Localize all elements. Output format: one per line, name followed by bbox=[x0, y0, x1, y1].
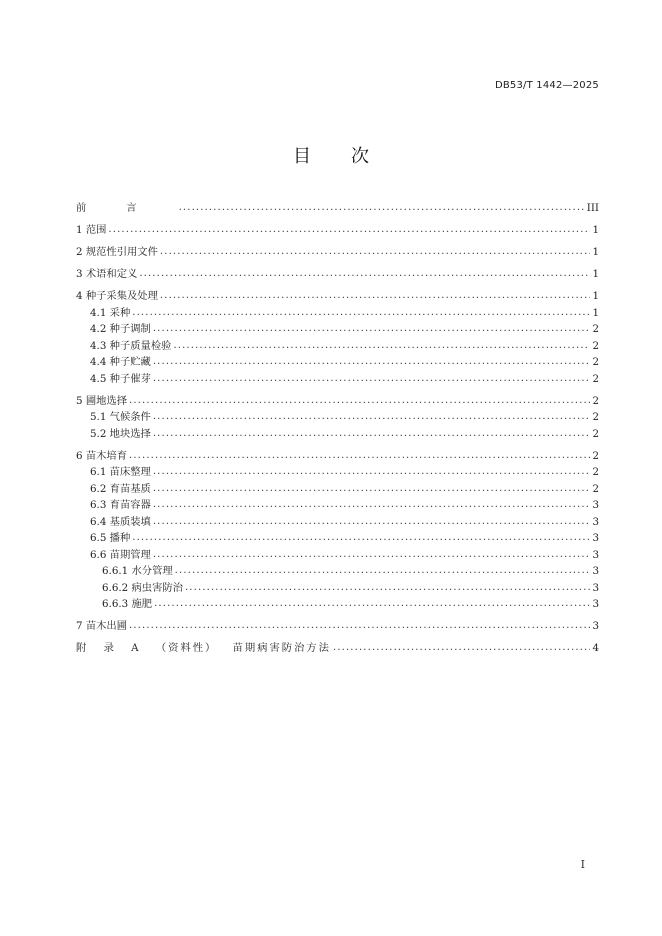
toc-entry-page: 2 bbox=[592, 411, 599, 423]
toc-entry-label: 播种 bbox=[109, 532, 131, 544]
toc-entry-page: 2 bbox=[592, 372, 599, 385]
toc-entry-number: 2 bbox=[76, 246, 86, 258]
toc-leader-dots bbox=[153, 321, 591, 338]
toc-leader-dots bbox=[129, 448, 590, 465]
toc-entry[interactable] bbox=[76, 266, 599, 283]
toc-entry-page: 2 bbox=[592, 427, 599, 440]
toc-entry-page: 2 bbox=[592, 394, 599, 407]
toc-entry[interactable] bbox=[76, 547, 599, 564]
toc-entry[interactable] bbox=[76, 464, 599, 481]
toc-entry-number: 1 bbox=[76, 224, 86, 236]
toc-entry-page: 2 bbox=[592, 339, 599, 352]
toc-entry[interactable] bbox=[76, 580, 599, 597]
toc-entry-number: 6.2 bbox=[90, 482, 110, 495]
toc-entry[interactable] bbox=[76, 371, 599, 388]
toc-leader-dots bbox=[154, 596, 590, 613]
toc-entry[interactable] bbox=[76, 338, 599, 355]
toc-leader-dots bbox=[153, 409, 591, 426]
toc-entry-label: 苗木出圃 bbox=[85, 620, 128, 632]
toc-entry[interactable] bbox=[76, 514, 599, 531]
toc-entry-page: 4 bbox=[592, 642, 599, 654]
toc-leader-dots bbox=[129, 618, 590, 635]
toc-leader-dots bbox=[153, 426, 591, 443]
toc-entry-label: 气候条件 bbox=[109, 411, 151, 423]
toc-entry-label: 规范性引用文件 bbox=[85, 246, 158, 258]
toc-entry-page: 3 bbox=[592, 548, 599, 561]
toc-entry-number: 6.6.2 bbox=[102, 581, 132, 594]
toc-entry-page: 3 bbox=[592, 620, 599, 632]
toc-entry-label: 病虫害防治 bbox=[131, 581, 183, 594]
toc-entry[interactable] bbox=[76, 288, 599, 305]
toc-leader-dots bbox=[175, 563, 591, 580]
toc-entry-label: 种子调制 bbox=[109, 323, 151, 335]
document-code: DB53/T 1442—2025 bbox=[494, 80, 599, 91]
toc-leader-dots bbox=[153, 354, 591, 371]
toc-entry-page: 3 bbox=[592, 515, 599, 528]
toc-entry-number: 6 bbox=[76, 449, 86, 462]
toc-leader-dots bbox=[160, 244, 591, 261]
toc-entry-page: 1 bbox=[592, 224, 599, 236]
toc-entry-page: 2 bbox=[592, 482, 599, 495]
toc-entry-label: 附 录 A （资料性） 苗期病害防治方法 bbox=[76, 642, 331, 654]
toc-entry[interactable] bbox=[76, 481, 599, 498]
toc-entry-page: III bbox=[586, 202, 599, 214]
toc-entry-number: 6.1 bbox=[90, 466, 110, 478]
toc-entry-label: 范围 bbox=[85, 224, 107, 236]
toc-entry-page: 1 bbox=[592, 306, 599, 319]
toc-entry-label: 育苗基质 bbox=[109, 482, 151, 495]
toc-entry-label: 种子质量检验 bbox=[109, 339, 172, 352]
toc-entry-label: 地块选择 bbox=[109, 427, 151, 440]
toc-entry-number: 4.2 bbox=[90, 323, 110, 335]
toc-entry[interactable] bbox=[76, 448, 599, 465]
toc-entry-number: 4.1 bbox=[90, 306, 110, 319]
toc-entry[interactable] bbox=[76, 618, 599, 635]
toc-entry-number: 6.6.1 bbox=[102, 565, 132, 577]
toc-entry[interactable] bbox=[76, 640, 599, 657]
page-title-char-2: 次 bbox=[351, 146, 369, 167]
toc-entry-label: 种子贮藏 bbox=[109, 356, 151, 368]
toc-entry-page: 2 bbox=[592, 323, 599, 335]
toc-entry[interactable] bbox=[76, 563, 599, 580]
table-of-contents bbox=[76, 200, 599, 657]
toc-entry[interactable] bbox=[76, 409, 599, 426]
toc-entry-label: 育苗容器 bbox=[109, 499, 151, 511]
toc-entry-page: 2 bbox=[592, 449, 599, 462]
toc-entry-number: 4.3 bbox=[90, 339, 110, 352]
toc-entry-page: 3 bbox=[592, 499, 599, 511]
toc-entry-number: 6.6.3 bbox=[102, 598, 132, 610]
toc-leader-dots bbox=[333, 640, 590, 657]
toc-entry[interactable] bbox=[76, 497, 599, 514]
toc-leader-dots bbox=[173, 338, 590, 355]
toc-entry-label: 采种 bbox=[109, 306, 131, 319]
toc-entry[interactable] bbox=[76, 426, 599, 443]
toc-entry-number: 6.5 bbox=[90, 532, 110, 544]
toc-leader-dots bbox=[153, 497, 591, 514]
toc-leader-dots bbox=[108, 222, 590, 239]
toc-leader-dots bbox=[153, 371, 591, 388]
toc-entry-number: 4.5 bbox=[90, 372, 110, 385]
toc-entry[interactable] bbox=[76, 354, 599, 371]
toc-leader-dots bbox=[139, 266, 590, 283]
toc-leader-dots bbox=[153, 547, 591, 564]
toc-entry[interactable] bbox=[76, 222, 599, 239]
toc-entry-page: 1 bbox=[592, 246, 599, 258]
toc-entry[interactable] bbox=[76, 244, 599, 261]
toc-entry-page: 1 bbox=[592, 268, 599, 280]
toc-entry-page: 3 bbox=[592, 565, 599, 577]
toc-entry-page: 2 bbox=[592, 466, 599, 478]
toc-entry-number: 4.4 bbox=[90, 356, 110, 368]
toc-entry-label: 种子采集及处理 bbox=[85, 290, 158, 302]
toc-entry-number: 5 bbox=[76, 394, 86, 407]
toc-entry-number: 6.6 bbox=[90, 548, 110, 561]
toc-leader-dots bbox=[160, 288, 591, 305]
page-title bbox=[0, 142, 662, 168]
toc-entry[interactable] bbox=[76, 530, 599, 547]
toc-entry-page: 1 bbox=[592, 290, 599, 302]
toc-entry[interactable] bbox=[76, 305, 599, 322]
toc-entry-label: 种子催芽 bbox=[109, 372, 151, 385]
toc-entry-number: 4 bbox=[76, 290, 86, 302]
toc-leader-dots bbox=[132, 305, 590, 322]
toc-entry[interactable] bbox=[76, 321, 599, 338]
toc-leader-dots bbox=[132, 530, 590, 547]
toc-entry-number: 7 bbox=[76, 620, 86, 632]
toc-entry-number: 5.2 bbox=[90, 427, 110, 440]
toc-entry-number: 5.1 bbox=[90, 411, 110, 423]
toc-entry-page: 3 bbox=[592, 581, 599, 594]
toc-leader-dots bbox=[153, 464, 591, 481]
toc-entry[interactable] bbox=[76, 393, 599, 410]
toc-entry-label: 圃地选择 bbox=[85, 394, 128, 407]
toc-entry-label: 苗木培育 bbox=[85, 449, 128, 462]
page-number: I bbox=[580, 858, 585, 871]
toc-entry-page: 3 bbox=[592, 598, 599, 610]
toc-entry-number: 3 bbox=[76, 268, 86, 280]
toc-entry-label: 水分管理 bbox=[131, 565, 173, 577]
toc-entry-page: 3 bbox=[592, 532, 599, 544]
toc-leader-dots bbox=[185, 580, 590, 597]
toc-entry-label: 术语和定义 bbox=[85, 268, 138, 280]
toc-entry-label: 施肥 bbox=[131, 598, 153, 610]
toc-entry-label: 苗期管理 bbox=[109, 548, 151, 561]
toc-entry-label: 前言 bbox=[76, 202, 177, 214]
page-title-char-1: 目 bbox=[293, 146, 311, 167]
toc-leader-dots bbox=[179, 200, 585, 217]
toc-entry[interactable] bbox=[76, 596, 599, 613]
toc-entry-label: 基质装填 bbox=[109, 515, 151, 528]
toc-leader-dots bbox=[153, 514, 591, 531]
toc-leader-dots bbox=[153, 481, 591, 498]
toc-entry[interactable] bbox=[76, 200, 599, 217]
toc-entry-number: 6.3 bbox=[90, 499, 110, 511]
toc-leader-dots bbox=[129, 393, 590, 410]
toc-entry-label: 苗床整理 bbox=[109, 466, 151, 478]
toc-entry-page: 2 bbox=[592, 356, 599, 368]
toc-entry-number: 6.4 bbox=[90, 515, 110, 528]
